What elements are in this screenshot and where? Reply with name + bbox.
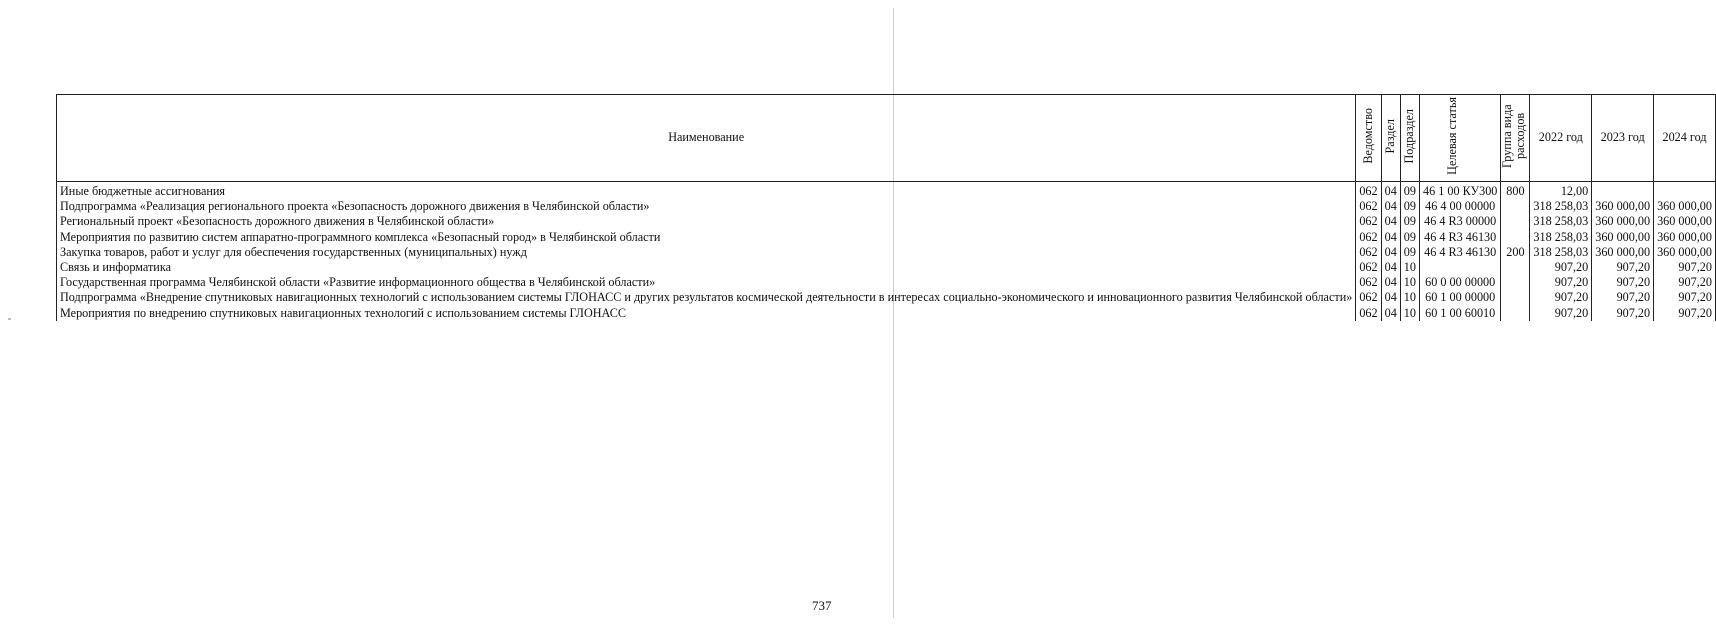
header-subsection: Подраздел — [1400, 95, 1419, 182]
cell-2024 — [1654, 182, 1716, 200]
cell-name: Закупка товаров, работ и услуг для обеспечения государственных (муниципальных) нужд — [57, 245, 1356, 260]
cell-2023: 907,20 — [1592, 275, 1654, 290]
cell-2023: 360 000,00 — [1592, 214, 1654, 229]
cell-section: 04 — [1381, 260, 1400, 275]
cell-section: 04 — [1381, 199, 1400, 214]
cell-expense-group — [1501, 230, 1530, 245]
cell-expense-group — [1501, 199, 1530, 214]
cell-2024: 360 000,00 — [1654, 199, 1716, 214]
cell-dept: 062 — [1356, 290, 1381, 305]
cell-dept: 062 — [1356, 245, 1381, 260]
table-row — [57, 306, 1716, 321]
cell-dept: 062 — [1356, 306, 1381, 321]
cell-2022: 318 258,03 — [1530, 245, 1592, 260]
cell-2023: 907,20 — [1592, 290, 1654, 305]
cell-section: 04 — [1381, 245, 1400, 260]
cell-name: Государственная программа Челябинской области «Развитие информационного общества в Челябинской области» — [57, 275, 1356, 290]
cell-name: Иные бюджетные ассигнования — [57, 182, 1356, 200]
cell-2024: 360 000,00 — [1654, 214, 1716, 229]
table-row — [57, 230, 1716, 245]
cell-2023 — [1592, 182, 1654, 200]
cell-dept: 062 — [1356, 199, 1381, 214]
header-expense-group: Группа вида расходов — [1501, 95, 1530, 182]
cell-dept: 062 — [1356, 275, 1381, 290]
table-row — [57, 245, 1716, 260]
cell-section: 04 — [1381, 182, 1400, 200]
cell-target-item — [1419, 260, 1500, 275]
cell-2022: 907,20 — [1530, 260, 1592, 275]
cell-target-item: 46 4 00 00000 — [1419, 199, 1500, 214]
cell-target-item: 46 4 R3 00000 — [1419, 214, 1500, 229]
table-row — [57, 275, 1716, 290]
cell-subsection: 09 — [1400, 182, 1419, 200]
cell-subsection: 09 — [1400, 214, 1419, 229]
cell-section: 04 — [1381, 306, 1400, 321]
header-2024: 2024 год — [1654, 95, 1716, 182]
cell-2022: 907,20 — [1530, 290, 1592, 305]
cell-section: 04 — [1381, 214, 1400, 229]
header-2022: 2022 год — [1530, 95, 1592, 182]
cell-name: Мероприятия по внедрению спутниковых навигационных технологий с использованием системы ГЛОНАСС — [57, 306, 1356, 321]
cell-2022: 907,20 — [1530, 275, 1592, 290]
cell-2024: 360 000,00 — [1654, 230, 1716, 245]
table-row — [57, 260, 1716, 275]
cell-2022: 12,00 — [1530, 182, 1592, 200]
cell-2023: 907,20 — [1592, 306, 1654, 321]
table-row — [57, 214, 1716, 229]
cell-expense-group: 200 — [1501, 245, 1530, 260]
cell-target-item: 46 1 00 КУ300 — [1419, 182, 1500, 200]
cell-2022: 318 258,03 — [1530, 214, 1592, 229]
cell-2024: 907,20 — [1654, 275, 1716, 290]
cell-expense-group — [1501, 214, 1530, 229]
cell-2022: 318 258,03 — [1530, 230, 1592, 245]
table-row — [57, 182, 1716, 200]
cell-dept: 062 — [1356, 260, 1381, 275]
cell-section: 04 — [1381, 275, 1400, 290]
cell-2023: 360 000,00 — [1592, 230, 1654, 245]
cell-dept: 062 — [1356, 182, 1381, 200]
budget-table — [56, 94, 1716, 321]
table-body — [57, 182, 1716, 321]
cell-expense-group: 800 — [1501, 182, 1530, 200]
cell-dept: 062 — [1356, 230, 1381, 245]
cell-dept: 062 — [1356, 214, 1381, 229]
header-2023: 2023 год — [1592, 95, 1654, 182]
cell-subsection: 10 — [1400, 260, 1419, 275]
page-number: 737 — [812, 598, 832, 613]
cell-2023: 360 000,00 — [1592, 199, 1654, 214]
cell-subsection: 09 — [1400, 230, 1419, 245]
cell-subsection: 10 — [1400, 275, 1419, 290]
cell-2022: 318 258,03 — [1530, 199, 1592, 214]
cell-expense-group — [1501, 306, 1530, 321]
cell-name: Связь и информатика — [57, 260, 1356, 275]
cell-2023: 907,20 — [1592, 260, 1654, 275]
cell-subsection: 10 — [1400, 306, 1419, 321]
cell-subsection: 09 — [1400, 199, 1419, 214]
cell-name: Региональный проект «Безопасность дорожного движения в Челябинской области» — [57, 214, 1356, 229]
cell-subsection: 09 — [1400, 245, 1419, 260]
cell-expense-group — [1501, 260, 1530, 275]
cell-2024: 907,20 — [1654, 290, 1716, 305]
cell-expense-group — [1501, 275, 1530, 290]
cell-name: Подпрограмма «Внедрение спутниковых навигационных технологий с использованием системы ГЛОНАСС и других результатов космической деятельности в интересах социально-экономического и инновационного развития Челябинской области» — [57, 290, 1356, 305]
cell-target-item: 60 0 00 00000 — [1419, 275, 1500, 290]
header-section: Раздел — [1381, 95, 1400, 182]
cell-expense-group — [1501, 290, 1530, 305]
cell-name: Мероприятия по развитию систем аппаратно-программного комплекса «Безопасный город» в Челябинской области — [57, 230, 1356, 245]
cell-2024: 907,20 — [1654, 260, 1716, 275]
header-name: Наименование — [57, 95, 1356, 182]
cell-2022: 907,20 — [1530, 306, 1592, 321]
scan-speck — [8, 318, 11, 320]
cell-section: 04 — [1381, 230, 1400, 245]
cell-2024: 907,20 — [1654, 306, 1716, 321]
header-dept: Ведомство — [1356, 95, 1381, 182]
cell-section: 04 — [1381, 290, 1400, 305]
header-target-item: Целевая статья — [1419, 95, 1500, 182]
cell-target-item: 60 1 00 60010 — [1419, 306, 1500, 321]
table-header-row — [57, 95, 1716, 182]
table-row — [57, 199, 1716, 214]
table-row — [57, 290, 1716, 305]
cell-target-item: 60 1 00 00000 — [1419, 290, 1500, 305]
cell-subsection: 10 — [1400, 290, 1419, 305]
cell-target-item: 46 4 R3 46130 — [1419, 245, 1500, 260]
cell-2024: 360 000,00 — [1654, 245, 1716, 260]
cell-2023: 360 000,00 — [1592, 245, 1654, 260]
cell-name: Подпрограмма «Реализация регионального проекта «Безопасность дорожного движения в Челябинской области» — [57, 199, 1356, 214]
cell-target-item: 46 4 R3 46130 — [1419, 230, 1500, 245]
